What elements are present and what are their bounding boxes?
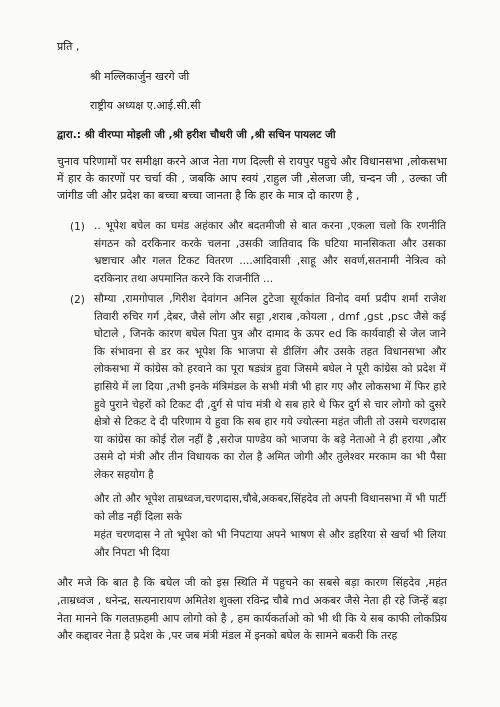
extra-note-2: महंत चरणदास ने तो भूपेश को भी निपटाया अपने भाषण से और डहरिया से खर्चा भी लिया और निपटा भी दिया	[94, 529, 446, 559]
point-text: सौम्या ,रामगोपाल ,गिरीश देवांगन अनिल टुटेजा सूर्यकांत विनोद वर्मा प्रदीप शर्मा राजेश तिवारी रुचिर गर्ग ,देबर, जैसे लोग और सट्टा ,शराब ,कोयला , dmf ,gst ,psc जैसे कई घोटाले , जिनके कारण बघेल पिता पुत्र और दामाद के ऊपर ed कि कार्यवाही से जेल जाने कि संभावना से डर कर भूपेश कि भाजपा से डीलिंग और उसके तहत विधानसभा और लोकसभा में कांग्रेस को हरवाने का पूरा षड्यंत्र हुवा जिसमे बघेल ने पूरी कांग्रेस को प्रदेश में हासिये में ला दिया ,तभी इनके मंत्रिमंडल के सभी मंत्री भी हार गए और लोकसभा में फिर हारे हुवे पुराने चेहरों को टिकट दी ,दुर्ग से पांच मंत्री थे सब हारे थे फिर दुर्ग से चार लोगो को दुसरे क्षेत्रो से टिकट दे दी परिणाम ये हुवा कि सब हार गये ज्योत्स्ना महंत जीती तो उसमे चरणदास या कांग्रेस का कोई रोल नहीं है ,सरोज पाण्डेय को भाजपा के बड़े नेताओ ने ही हराया ,और उसमे दो मंत्री और तीन विधायक का रोल है अमित जोगी और तुलेश्वर मरकाम का भी पैसा लेकर सहयोग है	[94, 293, 446, 481]
addressee-title: राष्ट्रीय अध्यक्ष ए.आई.सी.सी	[90, 99, 201, 112]
intro-paragraph: चुनाव परिणामों पर समीक्षा करने आज नेता गण दिल्ली से रायपुर पहुचे और विधानसभा ,लोकसभा में हार के कारणों पर चर्चा की , जबकि आप स्वयं ,राहुल जी ,सेलजा जी, चन्दन जी , उल्का जी जांगीड जी और प्रदेश का बच्चा बच्चा जानता है कि हार के मात्र दो कारण है ,	[57, 155, 447, 202]
salutation: प्रति ,	[57, 40, 80, 53]
point-text: .. भूपेश बघेल का घमंड अहंकार और बदतमीजी से बात करना ,एकला चलो कि रणनीति संगठन को दरकिनार करके चलना ,उसकी जातिवाद कि घटिया मानसिकता और उसका भ्रष्टाचार और गलत टिकट वितरण ....आदिवासी ,साहू और सवर्ण,सतनामी नेत्रित्व को दरकिनार तथा अपमानित करने कि राजनीति ...	[94, 220, 446, 285]
closing-paragraph: और मजे कि बात है कि बघेल जी को इस स्थिति में पहुचने का सबसे बड़ा कारण सिंहदेव ,महंत ,ताम्रध्वज , धनेन्द्र, सत्यनारायण अमितेश शुक्ला रविन्द्र चौबे md अकबर जैसे नेता ही रहे जिन्हें बड़ा नेता मानने कि गलतफ़हमी आप लोगो को है , हम कार्यकर्ताओ को भी थी कि ये सब काफी लोकप्रिय और कद्दावर नेता है प्रदेश के ,पर जब मंत्री मंडल में इनको बघेल के सामने बकरी कि तरह	[57, 576, 447, 643]
addressee-name: श्री मल्लिकार्जुन खरगे जी	[90, 70, 190, 83]
via-line: द्वारा.: श्री वीरप्पा मोइली जी ,श्री हरीश चौधरी जी ,श्री सचिन पायलट जी	[57, 129, 336, 141]
extra-note-1: और तो और भूपेश ताम्रध्वज,चरणदास,चौबे,अकबर,सिंहदेव तो अपनी विधानसभा में भी पार्टी को लीड नहीं दिला सके	[94, 493, 446, 523]
point-number: (1)	[70, 221, 85, 233]
point-number: (2)	[70, 294, 85, 306]
